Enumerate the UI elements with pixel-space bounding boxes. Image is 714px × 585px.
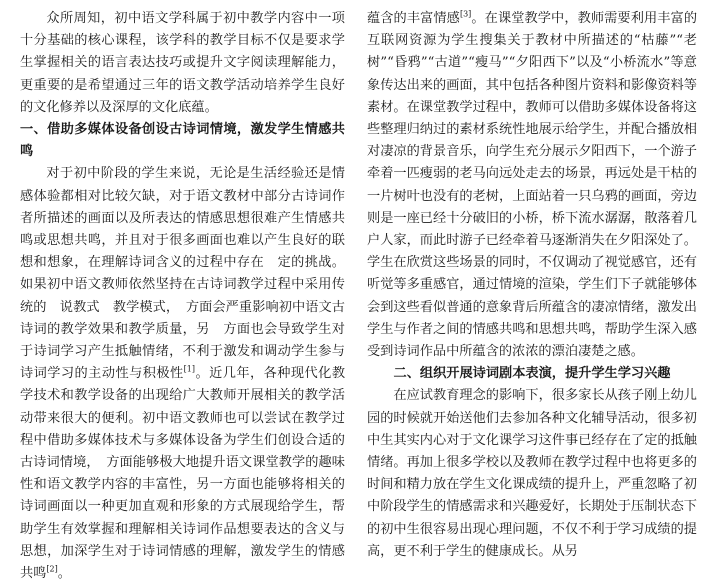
paragraph-text-cont: 。近几年，各种现代化教学技术和教学设备的出现给广大教师开展相关的教学活动带来很大的便利。初中语文教师也可以尝试在教学过程中借助多媒体技术与多媒体设备为学生们创设合适的古诗词情境， 方面能够极大地提升语文课堂教学的趣味性和语文教学内容的丰富性，另一方面也能够将相关的诗词画面以一种更加直观和形象的方式展现给学生，帮助学生有效掌握和理解相关诗词作品想要表达的含义与思想，加深学生对于诗词情感的理解，激发学生的情感共鸣 — [20, 366, 346, 582]
paragraph-rest: 。在课堂教学中，教师需要利用丰富的互联网资源为学生搜集关于教材中所描述的“枯藤”“老树”“昏鸦”“古道”“瘦马”“夕阳西下”以及“小桥流水”等意象传达出来的画面，其中包括各种图片资料和影像资料等素材。在课堂教学过程中，教师可以借助多媒体设备将这些整理归纳过的素材系统性地展示给学生，并配合播放相对凄凉的背景音乐，向学生充分展示夕阳西下，一个游子牵着一匹瘦弱的老马向远处走去的场景，再远处是干枯的一片树叶也没有的老树，上面站着一只乌鸦的画面，旁边则是一座已经十分破旧的小桥，桥下流水潺潺，散落着几户人家，而此时游子已经牵着马逐渐消失在夕阳深处了。学生在欣赏这些场景的同时，不仅调动了视觉感官，还有听觉等多重感官，通过情境的渲染，学生们下子就能够体会到这些看似普通的意象背后所蕴含的凄凉情绪，激发出学生与作者之间的情感共鸣和思想共鸣，帮助学生深入感受到诗词作品中所蕴含的浓浓的漂泊凄楚之感。 — [367, 11, 698, 360]
section-heading-1: 一、借助多媒体设备创设古诗词情境，激发学生情感共鸣 — [20, 122, 345, 160]
citation-2: [2] — [46, 564, 58, 574]
paragraph-end: 。 — [57, 566, 71, 582]
left-column — [20, 8, 345, 585]
paragraph-start: 蕴含的丰富情感 — [367, 11, 460, 26]
section2-paragraph: 在应试教育理念的影响下，很多家长从孩子刚上幼儿园的时候就开始送他们去参加各种文化辅导活动，很多初中生其实内心对于文化课学习这件事已经存在了定的抵触情绪。再加上很多学校以及教师在教学过程中也将更多的时间和精力放在学生文化课成绩的提升上，严重忽略了初中阶段学生的情感需求和兴趣爱好，长期处于压制状态下的初中生很容易出现心理问题，不仅不利于学习成绩的提高，更不利于学生的健康成长。从另 — [367, 388, 697, 559]
citation-1: [1] — [183, 364, 195, 374]
section-heading-2: 二、组织开展诗词剧本表演，提升学生学习兴趣 — [393, 366, 671, 382]
continued-paragraph — [367, 8, 697, 363]
section1-paragraph — [20, 163, 345, 585]
right-column — [367, 8, 697, 563]
citation-3: [3] — [459, 9, 472, 19]
paragraph-text: 对于初中阶段的学生来说，无论是生活经验还是情感体验都相对比较欠缺，对于语文教材中部分古诗词作者所描述的画面以及所表达的情感思想很难产生情感共鸣或思想共鸣，并且对于很多画面也难以产生良好的联想和想象，在理解诗词含义的过程中存在 定的挑战。如果初中语文教师依然坚持在古诗词教学过程中采用传统的 说教式 教学模式， 方面会严重影响初中语文古诗词的教学效果和教学质量，另 方面也会导致学生对于诗词学习产生抵触情绪，不利于激发和调动学生参与诗词学习的主动性与积极性 — [20, 166, 345, 382]
intro-paragraph: 众所周知，初中语文学科属于初中教学内容中一项十分基础的核心课程，该学科的教学目标不仅是要求学生掌握相关的语言表达技巧或提升文字阅读理解能力，更重要的是希望通过三年的语文教学活动培养学生良好的文化修养以及深厚的文化底蕴。 — [20, 11, 345, 115]
